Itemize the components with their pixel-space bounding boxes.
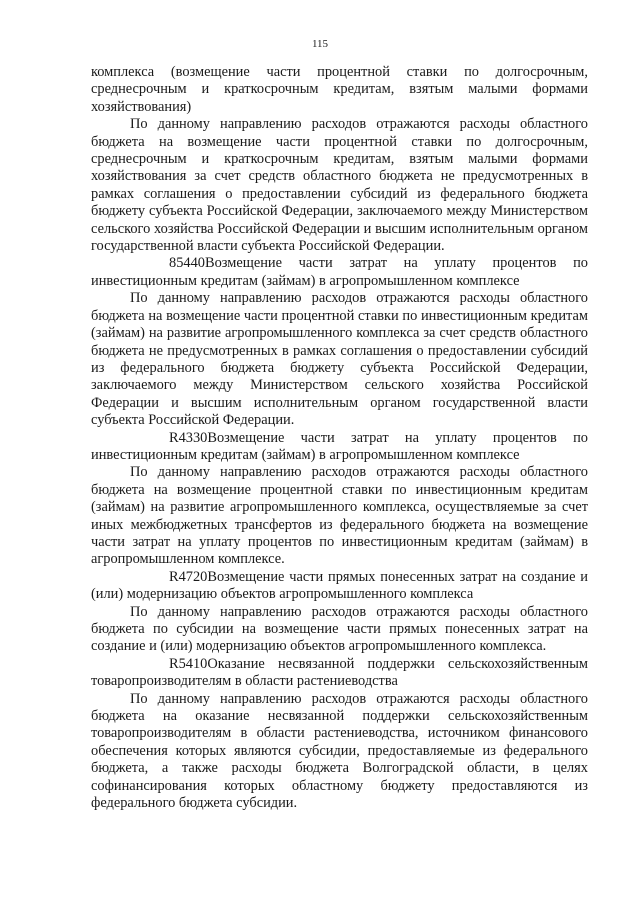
expense-title: Оказание несвязанной поддержки сельскохозяйственным товаропроизводителям в области растениеводства <box>91 655 588 690</box>
paragraph-continuation <box>91 64 588 116</box>
expense-title: Возмещение части прямых понесенных затрат на создание и (или) модернизацию объектов агропромышленного комплекса <box>91 568 588 603</box>
paragraph-text: По данному направлению расходов отражаются расходы областного бюджета на оказание несвязанной поддержки сельскохозяйственным товаропроизводителям в области растениеводства, источником финансового обеспечения которых являются субсидии, предоставляемые из федерального бюджета, а также расходы бюджета Волгоградской области, в целях софинансирования которых областному бюджету предоставляются из федерального бюджета субсидии. <box>91 690 588 812</box>
paragraph-description <box>91 116 588 255</box>
paragraph-text: комплекса (возмещение части процентной ставки по долгосрочным, среднесрочным и краткосрочным кредитам, взятым малыми формами хозяйствования) <box>91 64 588 115</box>
expense-heading-r5410 <box>91 656 588 691</box>
paragraph-text: По данному направлению расходов отражаются расходы областного бюджета на возмещение части процентной ставки по инвестиционным кредитам (займам) на развитие агропромышленного комплекса за счет средств областного бюджета не предусмотренных в рамках соглашения о предоставлении субсидий из федерального бюджета бюджету субъекта Российской Федерации, заключаемого между Министерством сельского хозяйства Российской Федерации и высшим исполнительным органом государственной власти субъекта Российской Федерации. <box>91 290 588 429</box>
paragraph-text: По данному направлению расходов отражаются расходы областного бюджета на возмещение части процентной ставки по долгосрочным, среднесрочным и краткосрочным кредитам, взятым малыми формами хозяйствования за счет средств областного бюджета не предусмотренных в рамках соглашения о предоставлении субсидий из федерального бюджета бюджету субъекта Российской Федерации, заключаемого между Министерством сельского хозяйства Российской Федерации и высшим исполнительным органом государственной власти субъекта Российской Федерации. <box>91 116 588 255</box>
expense-heading-r4330 <box>91 430 588 465</box>
paragraph-text: По данному направлению расходов отражаются расходы областного бюджета на возмещение процентной ставки по инвестиционным кредитам (займам) на развитие агропромышленного комплекса, осуществляемые за счет иных межбюджетных трансфертов из федерального бюджета на возмещение части затрат на уплату процентов по инвестиционным кредитам (займам) в агропромышленном комплексе. <box>91 464 588 568</box>
page-number: 115 <box>311 38 329 50</box>
expense-code: R5410 <box>169 655 208 672</box>
document-body <box>91 64 588 812</box>
paragraph-text: По данному направлению расходов отражаются расходы областного бюджета по субсидии на возмещение части прямых понесенных затрат на создание и (или) модернизацию объектов агропромышленного комплекса. <box>91 603 588 655</box>
expense-code: 85440 <box>169 255 205 272</box>
paragraph-description <box>91 604 588 656</box>
expense-title: Возмещение части затрат на уплату процентов по инвестиционным кредитам (займам) в агропромышленном комплексе <box>91 255 588 289</box>
paragraph-description <box>91 290 588 429</box>
expense-code: R4720 <box>169 568 208 585</box>
expense-title: Возмещение части затрат на уплату процентов по инвестиционным кредитам (займам) в агропромышленном комплексе <box>91 429 588 463</box>
paragraph-description <box>91 464 588 568</box>
expense-heading-r4720 <box>91 569 588 604</box>
expense-heading-85440 <box>91 255 588 290</box>
paragraph-description <box>91 691 588 813</box>
expense-code: R4330 <box>169 429 208 446</box>
